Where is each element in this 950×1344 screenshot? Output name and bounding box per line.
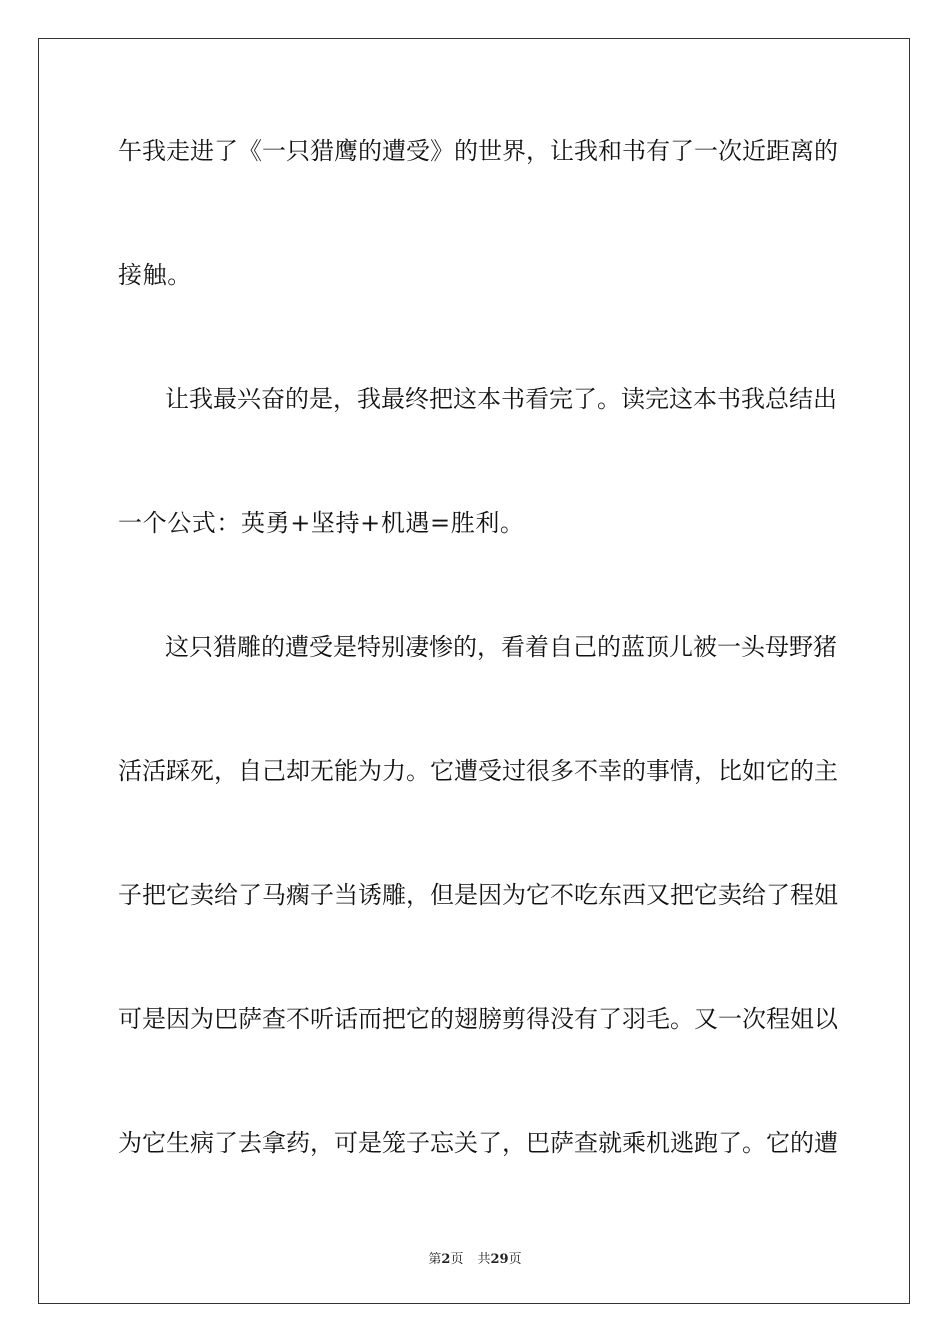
total-suffix: 页 [508,1252,522,1267]
body-line-4: 一个公式：英勇+坚持+机遇=胜利。 [118,509,525,537]
body-line-9: 为它生病了去拿药，可是笼子忘关了，巴萨查就乘机逃跑了。它的遭 [118,1129,838,1157]
total-prefix: 共 [477,1252,491,1267]
body-line-2: 接触。 [118,261,192,289]
page-border [38,38,910,1304]
total-pages: 29 [490,1252,509,1267]
body-line-6: 活活踩死，自己却无能为力。它遭受过很多不幸的事情，比如它的主 [118,757,838,785]
body-line-7: 子把它卖给了马瘸子当诱雕，但是因为它不吃东西又把它卖给了程姐 [118,881,838,909]
body-line-8: 可是因为巴萨查不听话而把它的翅膀剪得没有了羽毛。又一次程姐以 [118,1005,838,1033]
body-line-3: 让我最兴奋的是，我最终把这本书看完了。读完这本书我总结出 [165,385,837,413]
page-number: 2 [441,1252,451,1267]
body-line-5: 这只猎雕的遭受是特别凄惨的，看着自己的蓝顶儿被一头母野猪 [165,633,837,661]
page-prefix: 第 [428,1252,442,1267]
page-suffix: 页 [450,1252,464,1267]
body-line-1: 午我走进了《一只猎鹰的遭受》的世界，让我和书有了一次近距离的 [118,137,838,165]
page-footer [0,1248,950,1267]
